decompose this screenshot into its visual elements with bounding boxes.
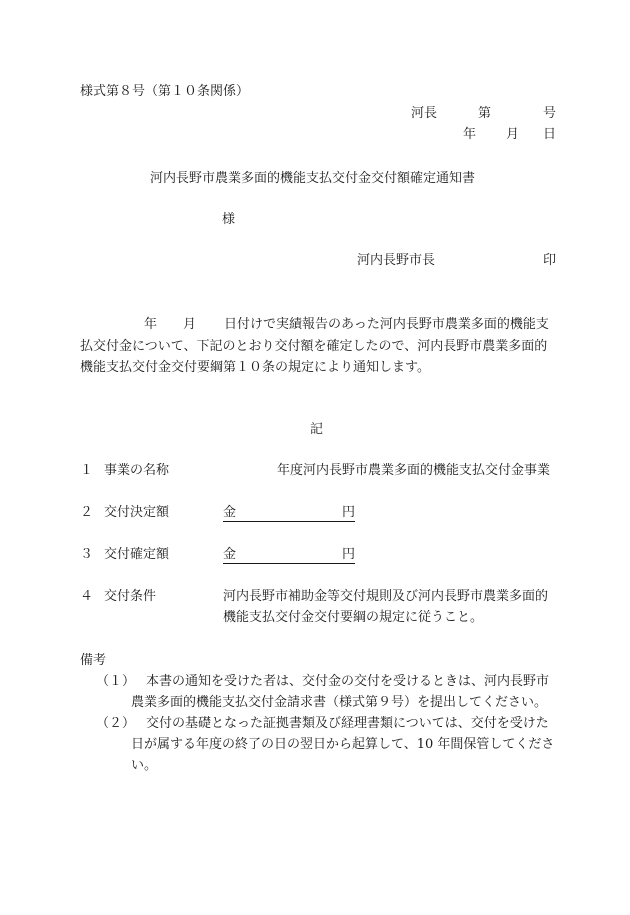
decided-amount-field: [223, 504, 355, 522]
confirmed-amount-field: [223, 546, 355, 564]
conditions-line-1: 河内長野市補助金等交付規則及び河内長野市農業多面的: [223, 589, 549, 604]
kin-label: 金: [223, 505, 237, 520]
en-label: 円: [341, 505, 355, 520]
item-number: ２: [80, 505, 94, 520]
item-label-project-name: 事業の名称: [104, 463, 170, 478]
conditions-line-2: 機能支払交付金交付要綱の規定に従うこと。: [223, 610, 484, 625]
item-label-conditions: 交付条件: [104, 589, 157, 604]
doc-number-prefix: 河長: [411, 106, 438, 121]
body-line-2: 払交付金について、下記のとおり交付額を確定したので、河内長野市農業多面的: [80, 339, 548, 354]
item-label-confirmed-amount: 交付確定額: [104, 547, 170, 562]
item-value-project-name: 年度河内長野市農業多面的機能支払交付金事業: [277, 463, 551, 478]
en-label: 円: [341, 547, 355, 562]
note-1-line-2: 農業多面的機能支払交付金請求書（様式第９号）を提出してください。: [131, 695, 548, 710]
body-line-1: 日付けで実績報告のあった河内長野市農業多面的機能支: [224, 317, 549, 332]
note-1-line-1: 本書の通知を受けた者は、交付金の交付を受けるときは、河内長野市: [146, 674, 550, 689]
body-year: 年: [144, 317, 158, 332]
doc-number-go: 号: [543, 106, 557, 121]
note-2-line-1: 交付の基礎となった証拠書類及び経理書類については、交付を受けた: [146, 716, 549, 731]
item-number: ４: [80, 589, 94, 604]
kin-label: 金: [223, 547, 237, 562]
item-number: １: [80, 463, 94, 478]
note-2-line-3: い。: [131, 758, 158, 773]
date-day: 日: [543, 127, 557, 142]
note-number: （２）: [96, 716, 136, 731]
ki-heading: 記: [310, 422, 324, 437]
document-title: 河内長野市農業多面的機能支払交付金交付額確定通知書: [150, 171, 476, 186]
note-number: （１）: [96, 674, 136, 689]
item-number: ３: [80, 547, 94, 562]
item-label-decided-amount: 交付決定額: [104, 505, 170, 520]
sender-name: 河内長野市長: [357, 253, 436, 268]
body-month: 月: [183, 317, 197, 332]
note-2-line-2: 日が属する年度の終了の日の翌日から起算して、10 年間保管してくださ: [131, 737, 555, 752]
remarks-heading: 備考: [80, 653, 107, 668]
body-line-3: 機能支払交付金交付要綱第１０条の規定により通知します。: [80, 360, 430, 375]
seal-mark: 印: [543, 253, 557, 268]
date-month: 月: [506, 127, 520, 142]
form-number: 様式第８号（第１０条関係）: [80, 84, 250, 99]
doc-number-dai: 第: [478, 106, 492, 121]
date-year: 年: [463, 127, 477, 142]
addressee-sama: 様: [222, 212, 236, 227]
